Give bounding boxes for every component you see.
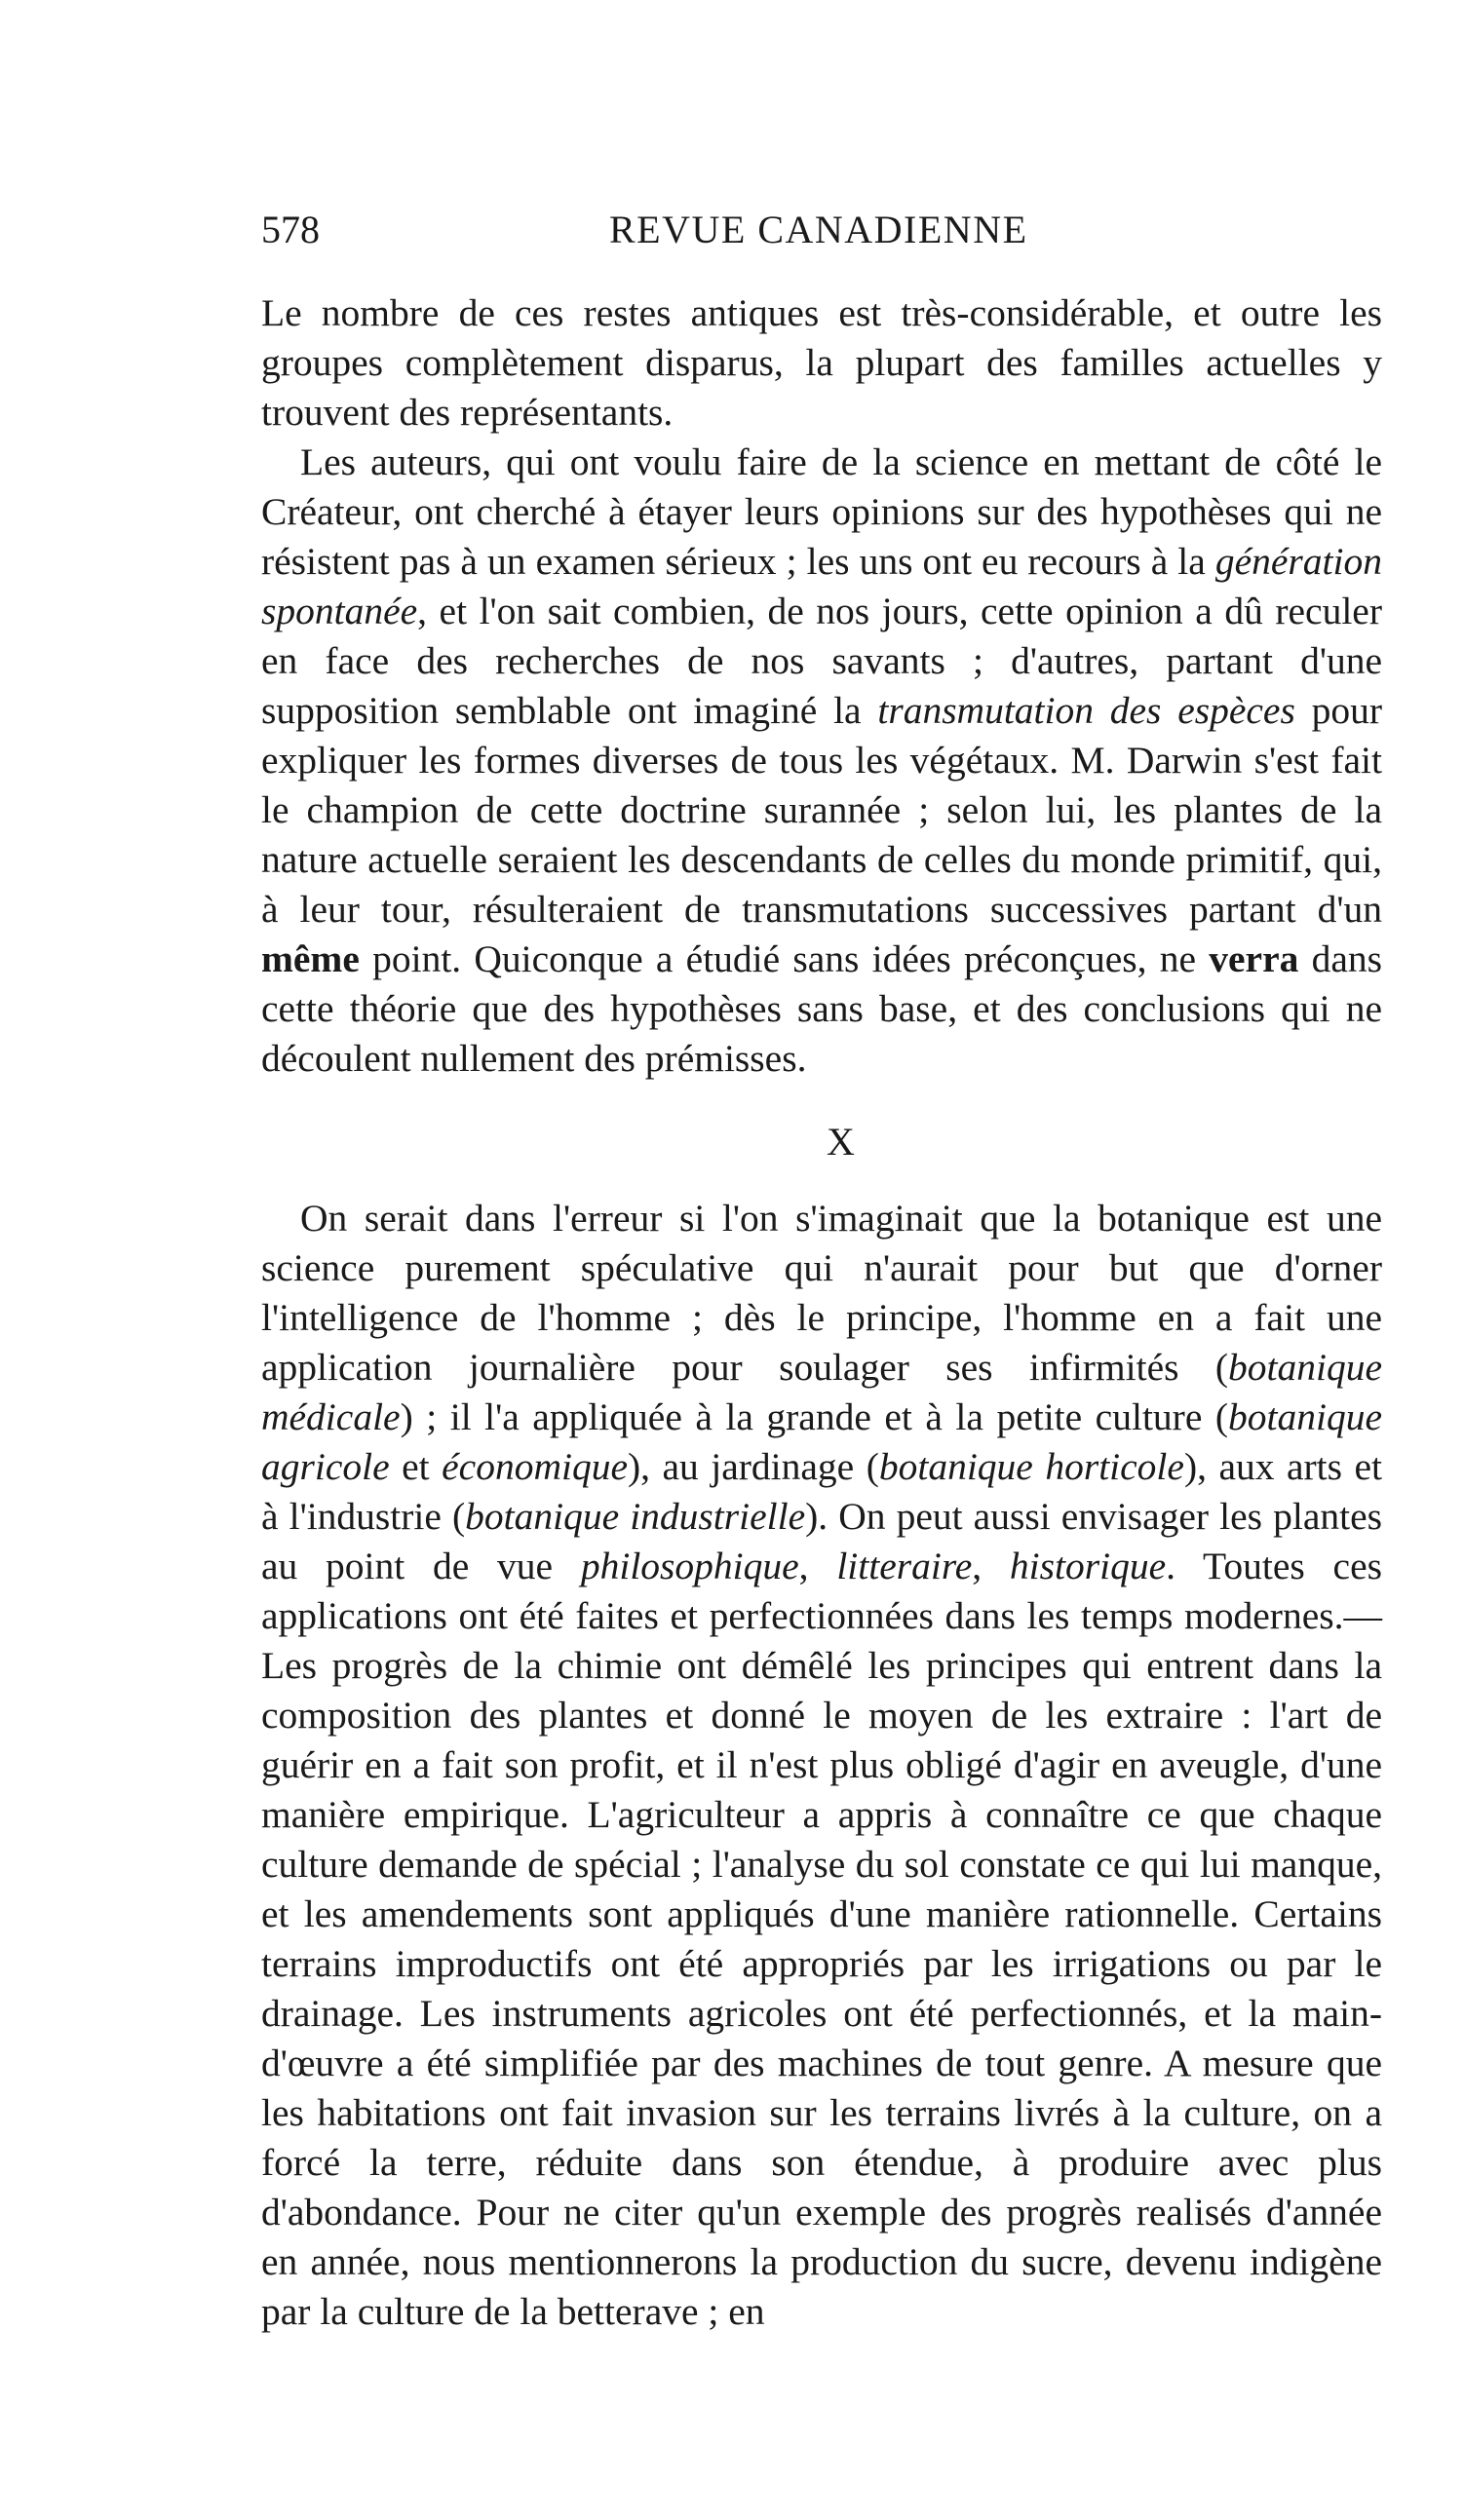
text-run: , bbox=[972, 1545, 1010, 1587]
text-run: ) ; il l'a appliquée à la grande et à la petite culture ( bbox=[400, 1395, 1229, 1438]
italic-text: botanique industrielle bbox=[465, 1495, 806, 1538]
italic-text: philosophique bbox=[580, 1545, 799, 1587]
italic-text: botanique horticole bbox=[878, 1445, 1184, 1488]
text-run: , bbox=[798, 1545, 837, 1587]
text-run: . Toutes ces applications ont été faites et perfectionnées dans les temps modernes.—Les progrès de la chimie ont démêlé les principes qui entrent dans la composition des plantes et donné le moyen de les extraire : l'art de guérir en a fait son profit, et il n'est plus obligé d'agir en aveugle, d'une manière empirique. L'agriculteur a appris à connaître ce que chaque culture demande de spécial ; l'analyse du sol constate ce qui lui manque, et les amendements sont appliqués d'une manière rationnelle. Certains terrains improductifs ont été appropriés par les irrigations ou par le drainage. Les instruments agricoles ont été perfectionnés, et la main-d'œuvre a été simplifiée par des machines de tout genre. A mesure que les habitations ont fait invasion sur les terrains livrés à la culture, on a forcé la terre, réduite dans son étendue, à produire avec plus d'abondance. Pour ne citer qu'un exemple des progrès realisés d'année en année, nous mentionnerons la production du sucre, devenu indigène par la culture de la betterave ; en bbox=[261, 1545, 1382, 2333]
italic-text: botanique agricole bbox=[261, 1395, 1382, 1488]
bold-text: verra bbox=[1209, 937, 1299, 980]
italic-text: historique bbox=[1009, 1545, 1167, 1587]
running-head: REVUE CANADIENNE bbox=[609, 208, 1028, 251]
text-run: point. Quiconque a étudié sans idées préconçues, ne bbox=[359, 937, 1210, 980]
page-number: 578 bbox=[261, 208, 320, 251]
paragraph-1: Le nombre de ces restes antiques est très-considérable, et outre les groupes complètement disparus, la plupart des familles actuelles y trouvent des représentants. bbox=[261, 291, 1382, 434]
text-run: On serait dans l'erreur si l'on s'imaginait que la botanique est une science purement spéculative qui n'aurait pour but que d'orner l'intelligence de l'homme ; dès le principe, l'homme en a fait une application journalière pour soulager ses infirmités ( bbox=[261, 1197, 1382, 1389]
bold-text: même bbox=[261, 937, 360, 980]
text-run: pour expliquer les formes diverses de tous les végétaux. M. Darwin s'est fait le champion de cette doctrine surannée ; selon lui, les plantes de la nature actuelle seraient les descendants de celles du monde primitif, qui, à leur tour, résulteraient de transmutations successives partant d'un bbox=[261, 689, 1382, 931]
text-run: ), au jardinage ( bbox=[627, 1445, 879, 1488]
text-run: Les auteurs, qui ont voulu faire de la science en mettant de côté le Créateur, ont cherché à étayer leurs opinions sur des hypothèses qui ne résistent pas à un examen sérieux ; les uns ont eu recours à la bbox=[261, 440, 1382, 583]
italic-text: économique bbox=[442, 1445, 628, 1488]
text-block-bottom bbox=[261, 1194, 1382, 2337]
section-number: X bbox=[827, 1120, 855, 1164]
paragraph-3 bbox=[261, 1194, 1382, 2337]
text-block-top bbox=[261, 288, 1382, 1084]
text-run: ), aux arts et à l'industrie ( bbox=[261, 1445, 1382, 1538]
italic-text: transmutation des espèces bbox=[877, 689, 1295, 732]
text-run: et bbox=[389, 1445, 443, 1488]
italic-text: génération spontanée bbox=[261, 540, 1382, 632]
italic-text: litteraire bbox=[836, 1545, 973, 1587]
text-run: dans cette théorie que des hypothèses sans base, et des conclusions qui ne découlent nullement des prémisses. bbox=[261, 937, 1382, 1080]
text-run: ). On peut aussi envisager les plantes au point de vue bbox=[261, 1495, 1382, 1587]
italic-text: botanique médicale bbox=[261, 1346, 1382, 1438]
text-run: , et l'on sait combien, de nos jours, cette opinion a dû reculer en face des recherches de nos savants ; d'autres, partant d'une supposition semblable ont imaginé la bbox=[261, 590, 1382, 732]
paragraph-2 bbox=[261, 438, 1382, 1084]
